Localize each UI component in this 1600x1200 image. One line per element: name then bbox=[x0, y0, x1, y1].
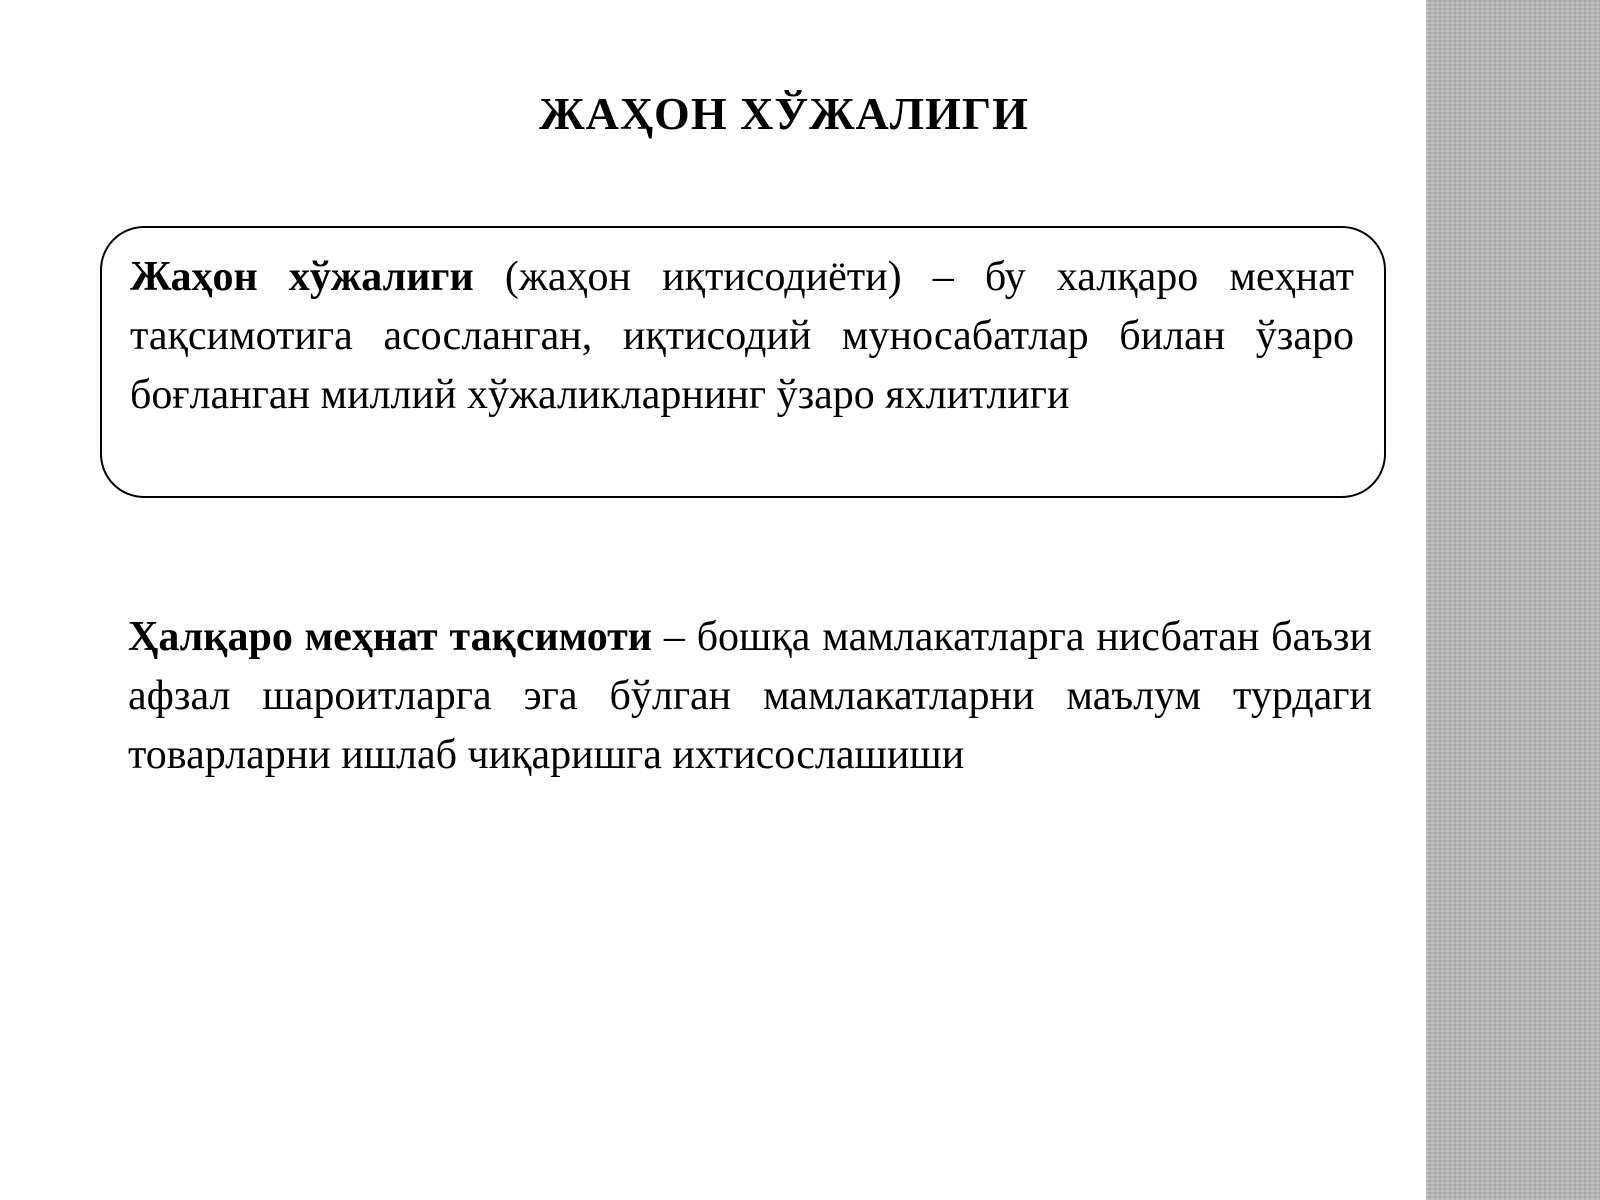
division-of-labor-block bbox=[128, 608, 1372, 785]
definition-paragraph bbox=[130, 248, 1354, 425]
definition-body: (жаҳон иқтисодиёти) – бу халқаро меҳнат тақсимотига асосланган, иқтисодий муносабатлар билан ўзаро боғланган миллий хўжаликларнинг ўзаро яхлитлиги bbox=[130, 254, 1354, 418]
slide-title: ЖАҲОН ХЎЖАЛИГИ bbox=[539, 88, 1029, 139]
decorative-side-band bbox=[1426, 0, 1600, 1200]
definition-box bbox=[100, 226, 1386, 498]
division-of-labor-body: – бошқа мамлакатларга нисбатан баъзи афзал шароитларга эга бўлган мамлакатларни маълум турдаги товарларни ишлаб чиқаришга ихтисослашиши bbox=[128, 614, 1372, 778]
division-of-labor-paragraph bbox=[128, 608, 1372, 785]
division-of-labor-term: Ҳалқаро меҳнат тақсимоти bbox=[128, 614, 653, 660]
definition-term: Жаҳон хўжалиги bbox=[130, 254, 474, 300]
